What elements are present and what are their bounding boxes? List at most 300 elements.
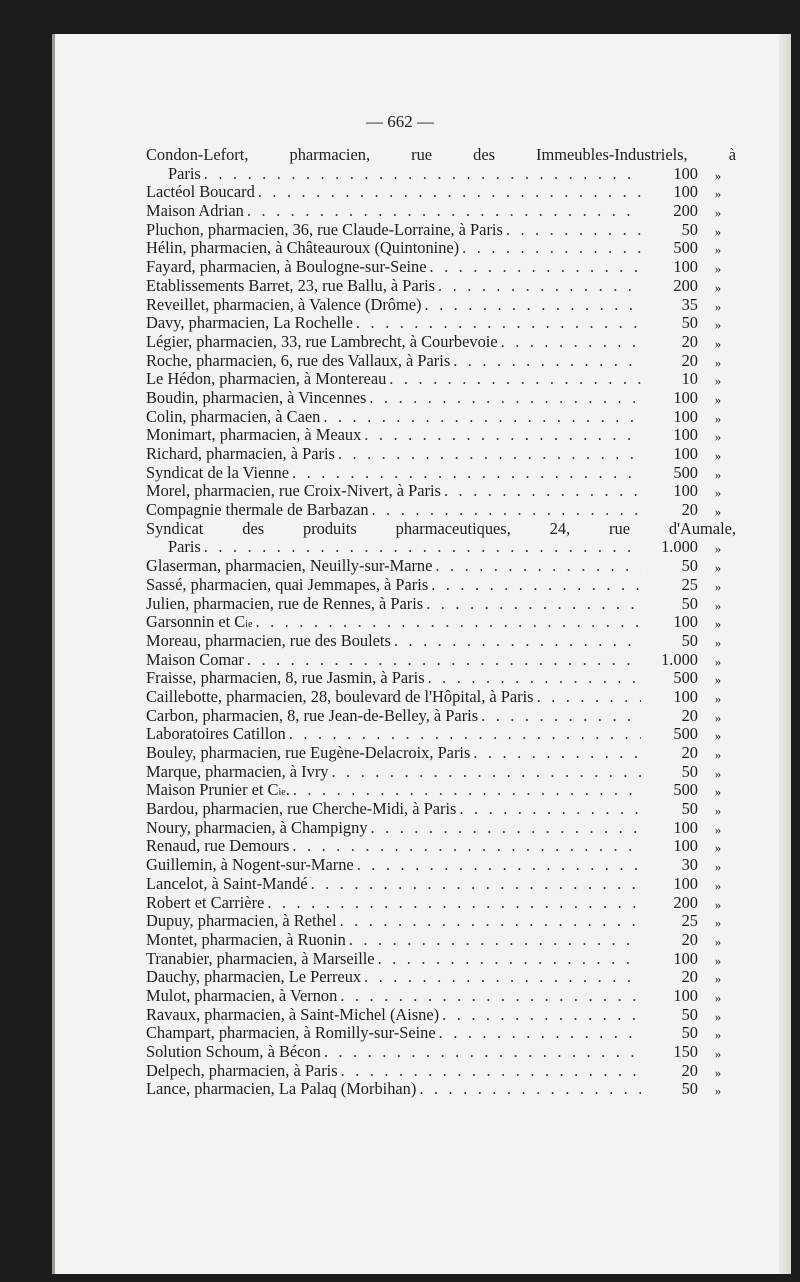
list-item — [146, 613, 736, 632]
entry-amount: 200 — [673, 892, 698, 912]
list-item — [146, 202, 736, 221]
entry-name: Tranabier, pharmacien, à Marseille — [146, 948, 375, 968]
list-item — [146, 1062, 736, 1081]
entry-amount: 1.000 — [661, 649, 698, 669]
list-item — [146, 370, 736, 389]
list-item — [146, 520, 736, 557]
entry-name: Boudin, pharmacien, à Vincennes — [146, 387, 367, 407]
dot-leader — [364, 968, 641, 987]
entry-amount: 20 — [681, 743, 698, 763]
entry-amount: 100 — [673, 257, 698, 277]
list-item — [146, 426, 736, 445]
list-item — [146, 651, 736, 670]
dot-leader — [438, 277, 641, 296]
entry-amount: 50 — [681, 556, 698, 576]
entry-amount: 100 — [673, 873, 698, 893]
ditto-mark: » — [714, 504, 722, 520]
entry-line — [146, 258, 641, 277]
entry-name-suffix: . — [285, 780, 290, 800]
ditto-mark: » — [714, 335, 722, 351]
list-item — [146, 557, 736, 576]
ditto-mark: » — [714, 391, 722, 407]
ditto-mark: » — [714, 971, 722, 987]
entry-line — [146, 296, 641, 315]
dot-leader — [332, 763, 642, 782]
ditto-mark: » — [714, 1008, 722, 1024]
entry-name: Syndicat de la Vienne — [146, 462, 290, 482]
entry-name: Robert et Carrière — [146, 892, 265, 912]
dot-leader — [394, 632, 641, 651]
entry-amount: 500 — [673, 462, 698, 482]
ditto-mark: » — [714, 298, 722, 314]
entry-amount: 25 — [681, 574, 698, 594]
page-number: — 662 — — [366, 112, 434, 131]
entry-amount: 50 — [681, 761, 698, 781]
entry-line — [146, 987, 641, 1006]
ditto-mark: » — [714, 597, 722, 613]
entry-line — [146, 819, 641, 838]
ditto-mark: » — [714, 728, 722, 744]
entry-name: Dupuy, pharmacien, à Rethel — [146, 911, 337, 931]
list-item — [146, 239, 736, 258]
list-item — [146, 464, 736, 483]
dot-leader — [204, 538, 641, 557]
dot-leader — [323, 408, 641, 427]
list-item — [146, 1024, 736, 1043]
list-item — [146, 408, 736, 427]
dot-leader — [255, 613, 641, 632]
entry-name: Ravaux, pharmacien, à Saint-Michel (Aisne) — [146, 1004, 440, 1024]
ditto-mark: » — [714, 373, 722, 389]
entry-amount: 50 — [681, 1023, 698, 1043]
dot-leader — [324, 1043, 641, 1062]
entry-line — [146, 688, 641, 707]
ditto-mark: » — [714, 205, 722, 221]
entry-amount: 20 — [681, 500, 698, 520]
entry-amount: 100 — [673, 817, 698, 837]
entry-amount: 500 — [673, 668, 698, 688]
list-item — [146, 482, 736, 501]
entry-amount: 20 — [681, 967, 698, 987]
ditto-mark: » — [714, 803, 722, 819]
list-item — [146, 987, 736, 1006]
dot-leader — [444, 482, 641, 501]
entry-name: Garsonnin et C — [146, 612, 246, 632]
ditto-mark: » — [714, 877, 722, 893]
list-item — [146, 912, 736, 931]
entry-amount: 20 — [681, 331, 698, 351]
entry-name: Le Hédon, pharmacien, à Montereau — [146, 369, 387, 389]
dot-leader — [426, 595, 641, 614]
entry-name: Monimart, pharmacien, à Meaux — [146, 425, 362, 445]
list-item — [146, 576, 736, 595]
entry-amount: 50 — [681, 313, 698, 333]
entry-name: Solution Schoum, à Bécon — [146, 1042, 321, 1062]
ditto-mark: » — [714, 186, 722, 202]
entry-amount: 10 — [681, 369, 698, 389]
ditto-mark: » — [714, 354, 722, 370]
entry-amount: 50 — [681, 630, 698, 650]
ditto-mark: » — [714, 448, 722, 464]
entry-line — [146, 707, 641, 726]
list-item — [146, 837, 736, 856]
entry-line — [146, 576, 641, 595]
dot-leader — [389, 370, 641, 389]
entry-line — [146, 1080, 641, 1099]
entry-line — [146, 370, 641, 389]
entry-line — [146, 202, 641, 221]
dot-leader — [428, 669, 641, 688]
entry-name: Colin, pharmacien, à Caen — [146, 406, 321, 426]
entry-line — [146, 837, 641, 856]
list-item — [146, 669, 736, 688]
entry-line — [146, 426, 641, 445]
dot-leader — [372, 501, 641, 520]
entry-name-line1: Condon-Lefort, pharmacien, rue des Immeubles-Industriels, à — [146, 145, 736, 164]
entry-amount: 1.000 — [661, 537, 698, 557]
entry-amount: 100 — [673, 182, 698, 202]
entry-line: Garsonnin et C ie . . . — [146, 613, 641, 632]
entry-name: Lancelot, à Saint-Mandé — [146, 873, 308, 893]
entry-name: Reveillet, pharmacien, à Valence (Drôme) — [146, 294, 422, 314]
entry-line — [146, 632, 641, 651]
ditto-mark: » — [714, 896, 722, 912]
entry-amount: 100 — [673, 948, 698, 968]
list-item — [146, 875, 736, 894]
list-item — [146, 632, 736, 651]
ditto-mark: » — [714, 466, 722, 482]
entry-amount: 100 — [673, 406, 698, 426]
list-item — [146, 725, 736, 744]
list-item — [146, 707, 736, 726]
ditto-mark: » — [714, 690, 722, 706]
ditto-mark: » — [714, 616, 722, 632]
entry-name: Roche, pharmacien, 6, rue des Vallaux, à Paris — [146, 350, 451, 370]
list-item — [146, 1080, 736, 1099]
entry-line — [146, 333, 641, 352]
ditto-mark: » — [714, 317, 722, 333]
ditto-mark: » — [714, 223, 722, 239]
entry-name: Paris — [168, 163, 201, 183]
ditto-mark: » — [714, 859, 722, 875]
entry-amount: 100 — [673, 836, 698, 856]
dot-leader — [340, 987, 641, 1006]
list-item — [146, 894, 736, 913]
entry-name: Dauchy, pharmacien, Le Perreux — [146, 967, 362, 987]
entry-name: Julien, pharmacien, rue de Rennes, à Paris — [146, 593, 424, 613]
dot-leader — [204, 165, 641, 184]
entry-amount: 50 — [681, 219, 698, 239]
entry-amount: 100 — [673, 985, 698, 1005]
list-item — [146, 333, 736, 352]
entry-name: Carbon, pharmacien, 8, rue Jean-de-Belley, à Paris — [146, 705, 479, 725]
ditto-mark: » — [714, 560, 722, 576]
entry-line — [146, 1043, 641, 1062]
entry-line — [146, 669, 641, 688]
entry-line — [146, 389, 641, 408]
dot-leader — [258, 183, 641, 202]
dot-leader — [356, 314, 641, 333]
list-item — [146, 1043, 736, 1062]
list-item — [146, 314, 736, 333]
dot-leader — [442, 1006, 641, 1025]
entry-amount: 50 — [681, 1079, 698, 1099]
entry-amount: 50 — [681, 593, 698, 613]
entry-line — [146, 482, 641, 501]
entry-line — [146, 651, 641, 670]
entry-name: Hélin, pharmacien, à Châteauroux (Quintonine) — [146, 238, 460, 258]
entry-line — [146, 501, 641, 520]
entry-line — [146, 1024, 641, 1043]
entry-line — [168, 538, 641, 557]
entry-line — [146, 912, 641, 931]
ditto-mark: » — [714, 989, 722, 1005]
dot-leader — [430, 258, 642, 277]
list-item — [146, 856, 736, 875]
dot-leader — [341, 1062, 641, 1081]
dot-leader — [459, 800, 641, 819]
entry-name: Mulot, pharmacien, à Vernon — [146, 985, 338, 1005]
entry-amount: 100 — [673, 163, 698, 183]
entry-amount: 200 — [673, 201, 698, 221]
entry-amount: 150 — [673, 1042, 698, 1062]
entry-amount: 20 — [681, 705, 698, 725]
list-item — [146, 595, 736, 614]
entry-line — [146, 800, 641, 819]
entry-line — [146, 183, 641, 202]
entry-amount: 20 — [681, 350, 698, 370]
entry-line — [146, 744, 641, 763]
dot-leader — [371, 819, 641, 838]
entry-line — [146, 725, 641, 744]
entry-name: Paris — [168, 537, 201, 557]
dot-leader — [453, 352, 641, 371]
entry-name: Moreau, pharmacien, rue des Boulets — [146, 630, 391, 650]
entry-name: Renaud, rue Demours — [146, 836, 290, 856]
dot-leader — [357, 856, 641, 875]
entry-line — [146, 352, 641, 371]
entry-name: Légier, pharmacien, 33, rue Lambrecht, à Courbevoie — [146, 331, 498, 351]
entry-amount: 200 — [673, 275, 698, 295]
list-item — [146, 501, 736, 520]
entry-name: Glaserman, pharmacien, Neuilly-sur-Marne — [146, 556, 433, 576]
ditto-mark: » — [714, 541, 722, 557]
entry-amount: 100 — [673, 425, 698, 445]
entry-line — [146, 445, 641, 464]
dot-leader — [247, 651, 641, 670]
entry-name: Pluchon, pharmacien, 36, rue Claude-Lorraine, à Paris — [146, 219, 503, 239]
donor-list — [146, 146, 736, 1099]
dot-leader — [292, 837, 641, 856]
entry-line — [146, 464, 641, 483]
entry-name: Fraisse, pharmacien, 8, rue Jasmin, à Paris — [146, 668, 425, 688]
list-item — [146, 1006, 736, 1025]
entry-name: Lance, pharmacien, La Palaq (Morbihan) — [146, 1079, 417, 1099]
list-item — [146, 146, 736, 183]
entry-name: Fayard, pharmacien, à Boulogne-sur-Seine — [146, 257, 427, 277]
ditto-mark: » — [714, 765, 722, 781]
dot-leader — [349, 931, 641, 950]
entry-name: Montet, pharmacien, à Ruonin — [146, 929, 346, 949]
dot-leader — [435, 557, 641, 576]
ditto-mark: » — [714, 429, 722, 445]
dot-leader — [501, 333, 641, 352]
entry-line — [146, 894, 641, 913]
ditto-mark: » — [714, 279, 722, 295]
entry-name: Caillebotte, pharmacien, 28, boulevard de l'Hôpital, à Paris — [146, 686, 534, 706]
entry-name: Delpech, pharmacien, à Paris — [146, 1060, 338, 1080]
entry-line — [146, 1006, 641, 1025]
entry-line — [168, 165, 641, 184]
list-item — [146, 352, 736, 371]
list-item — [146, 296, 736, 315]
entry-amount: 35 — [681, 294, 698, 314]
dot-leader — [481, 707, 641, 726]
entry-name: Compagnie thermale de Barbazan — [146, 500, 369, 520]
ditto-mark: » — [714, 952, 722, 968]
entry-amount: 50 — [681, 1004, 698, 1024]
entry-name: Etablissements Barret, 23, rue Ballu, à Paris — [146, 275, 436, 295]
entry-line — [146, 856, 641, 875]
entry-name: Bardou, pharmacien, rue Cherche-Midi, à Paris — [146, 799, 457, 819]
dot-leader — [340, 912, 641, 931]
entry-line — [146, 595, 641, 614]
entry-name: Lactéol Boucard — [146, 182, 255, 202]
entry-name: Richard, pharmacien, à Paris — [146, 444, 335, 464]
ditto-mark: » — [714, 747, 722, 763]
entry-amount: 20 — [681, 1060, 698, 1080]
entry-name: Maison Comar — [146, 649, 244, 669]
list-item — [146, 744, 736, 763]
dot-leader — [311, 875, 641, 894]
entry-amount: 500 — [673, 780, 698, 800]
ditto-mark: » — [714, 709, 722, 725]
dot-leader — [431, 576, 641, 595]
entry-amount: 100 — [673, 444, 698, 464]
entry-line — [146, 277, 641, 296]
ditto-mark: » — [714, 653, 722, 669]
dot-leader — [439, 1024, 641, 1043]
entry-name: Morel, pharmacien, rue Croix-Nivert, à Paris — [146, 481, 441, 501]
ditto-mark: » — [714, 578, 722, 594]
entry-line — [146, 763, 641, 782]
entry-line — [146, 239, 641, 258]
entry-amount: 20 — [681, 929, 698, 949]
entry-name: Maison Adrian — [146, 201, 244, 221]
ditto-mark: » — [714, 1083, 722, 1099]
list-item — [146, 258, 736, 277]
entry-name: Laboratoires Catillon — [146, 724, 286, 744]
ditto-mark: » — [714, 242, 722, 258]
entry-amount: 100 — [673, 686, 698, 706]
page-edge — [779, 34, 791, 1274]
list-item — [146, 968, 736, 987]
dot-leader — [473, 744, 641, 763]
entry-amount: 25 — [681, 911, 698, 931]
ditto-mark: » — [714, 167, 722, 183]
list-item — [146, 781, 736, 800]
entry-amount: 500 — [673, 238, 698, 258]
dot-leader — [293, 781, 641, 800]
list-item — [146, 763, 736, 782]
entry-name: Noury, pharmacien, à Champigny — [146, 817, 368, 837]
list-item — [146, 221, 736, 240]
ditto-mark: » — [714, 1064, 722, 1080]
entry-name: Guillemin, à Nogent-sur-Marne — [146, 855, 354, 875]
dot-leader — [369, 389, 641, 408]
entry-line — [146, 968, 641, 987]
entry-line — [146, 931, 641, 950]
dot-leader — [424, 296, 641, 315]
list-item — [146, 183, 736, 202]
entry-name: Champart, pharmacien, à Romilly-sur-Seine — [146, 1023, 436, 1043]
list-item — [146, 931, 736, 950]
list-item — [146, 950, 736, 969]
list-item — [146, 800, 736, 819]
ditto-mark: » — [714, 410, 722, 426]
list-item — [146, 688, 736, 707]
entry-name: Bouley, pharmacien, rue Eugène-Delacroix, Paris — [146, 743, 471, 763]
entry-amount: 500 — [673, 724, 698, 744]
entry-name: Sassé, pharmacien, quai Jemmapes, à Paris — [146, 574, 429, 594]
ditto-mark: » — [714, 840, 722, 856]
dot-leader — [267, 894, 641, 913]
entry-name-line1: Syndicat des produits pharmaceutiques, 24, rue d'Aumale, — [146, 518, 736, 538]
dot-leader — [289, 725, 641, 744]
list-item — [146, 389, 736, 408]
ditto-mark: » — [714, 933, 722, 949]
dot-leader — [292, 464, 641, 483]
ditto-mark: » — [714, 1027, 722, 1043]
entry-amount: 100 — [673, 612, 698, 632]
entry-line — [146, 557, 641, 576]
entry-amount: 30 — [681, 855, 698, 875]
entry-line: Maison Prunier et C ie . . . . — [146, 781, 641, 800]
entry-line — [146, 875, 641, 894]
dot-leader — [462, 239, 641, 258]
entry-line — [146, 314, 641, 333]
dot-leader — [338, 445, 641, 464]
dot-leader — [364, 426, 641, 445]
entry-name: Maison Prunier et C — [146, 780, 279, 800]
ditto-mark: » — [714, 784, 722, 800]
dot-leader — [537, 688, 641, 707]
entry-line — [146, 221, 641, 240]
entry-amount: 50 — [681, 799, 698, 819]
entry-name: Davy, pharmacien, La Rochelle — [146, 313, 353, 333]
dot-leader — [247, 202, 641, 221]
ditto-mark: » — [714, 821, 722, 837]
list-item — [146, 819, 736, 838]
ditto-mark: » — [714, 634, 722, 650]
entry-line — [146, 1062, 641, 1081]
dot-leader — [506, 221, 641, 240]
entry-line — [146, 950, 641, 969]
ditto-mark: » — [714, 261, 722, 277]
ditto-mark: » — [714, 1046, 722, 1062]
ditto-mark: » — [714, 672, 722, 688]
entry-amount: 100 — [673, 481, 698, 501]
dot-leader — [378, 950, 641, 969]
list-item — [146, 277, 736, 296]
dot-leader — [419, 1080, 641, 1099]
entry-line — [146, 408, 641, 427]
ditto-mark: » — [714, 915, 722, 931]
entry-amount: 100 — [673, 387, 698, 407]
entry-name: Marque, pharmacien, à Ivry — [146, 761, 329, 781]
ditto-mark: » — [714, 485, 722, 501]
list-item — [146, 445, 736, 464]
